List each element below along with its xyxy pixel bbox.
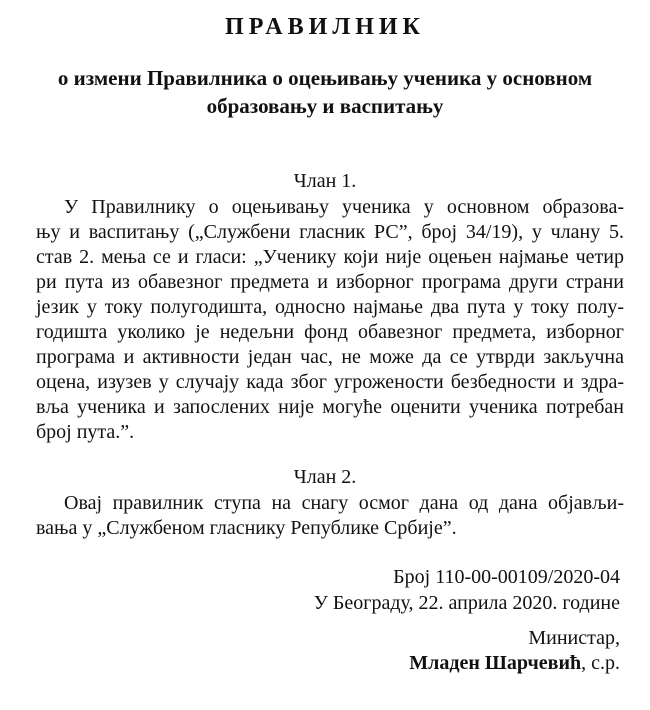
- article-1-line: језик у току полугодишта, односно најмање два пута у току полу-: [36, 296, 624, 318]
- article-1-line: њу и васпитању („Службени гласник РС”, број 34/19), у члану 5.: [36, 221, 624, 243]
- article-1-line: број пута.”.: [36, 421, 135, 443]
- subtitle-line: о измени Правилника о оцењивању ученика у основном: [57, 66, 593, 90]
- reference-number: Број 110-00-00109/2020-04: [393, 566, 620, 588]
- article-2-line: Овај правилник ступа на снагу осмог дана од дана објављи-: [64, 492, 624, 514]
- article-2-heading: Члан 2.: [293, 466, 357, 488]
- article-1-heading: Члан 1.: [293, 170, 357, 192]
- article-1-line: став 2. мења се и гласи: „Ученику који није оцењен најмање четир: [36, 246, 624, 268]
- article-1-line: годишта уколико је недељни фонд обавезног предмета, изборног: [36, 321, 624, 343]
- signatory: [409, 652, 620, 675]
- article-2-line: вања у „Службеном гласнику Републике Србије”.: [36, 517, 457, 539]
- article-1-line: ри пута из обавезног предмета и изборног програма други страни: [36, 271, 624, 293]
- document-title: ПРАВИЛНИК: [225, 14, 425, 40]
- place-date: У Београду, 22. априла 2020. године: [313, 592, 620, 614]
- signatory-name: Младен Шарчевић: [409, 652, 582, 674]
- article-1-body: [36, 195, 624, 445]
- document-subtitle: [0, 64, 650, 120]
- article-1-line: вља ученика и запослених није могуће оценити ученика потребан: [36, 396, 624, 418]
- article-2-body: [36, 491, 624, 541]
- signatory-title: Министар,: [528, 627, 620, 649]
- article-1-line: програма и активности један час, не може да се утврди закључна: [36, 346, 624, 368]
- signatory-suffix: , с.р.: [581, 652, 620, 674]
- article-1-line: У Правилнику о оцењивању ученика у основном образова-: [64, 196, 624, 218]
- article-1-line: оцена, изузев у случају када због угрожености безбедности и здра-: [36, 371, 624, 393]
- subtitle-line: образовању и васпитању: [206, 94, 444, 118]
